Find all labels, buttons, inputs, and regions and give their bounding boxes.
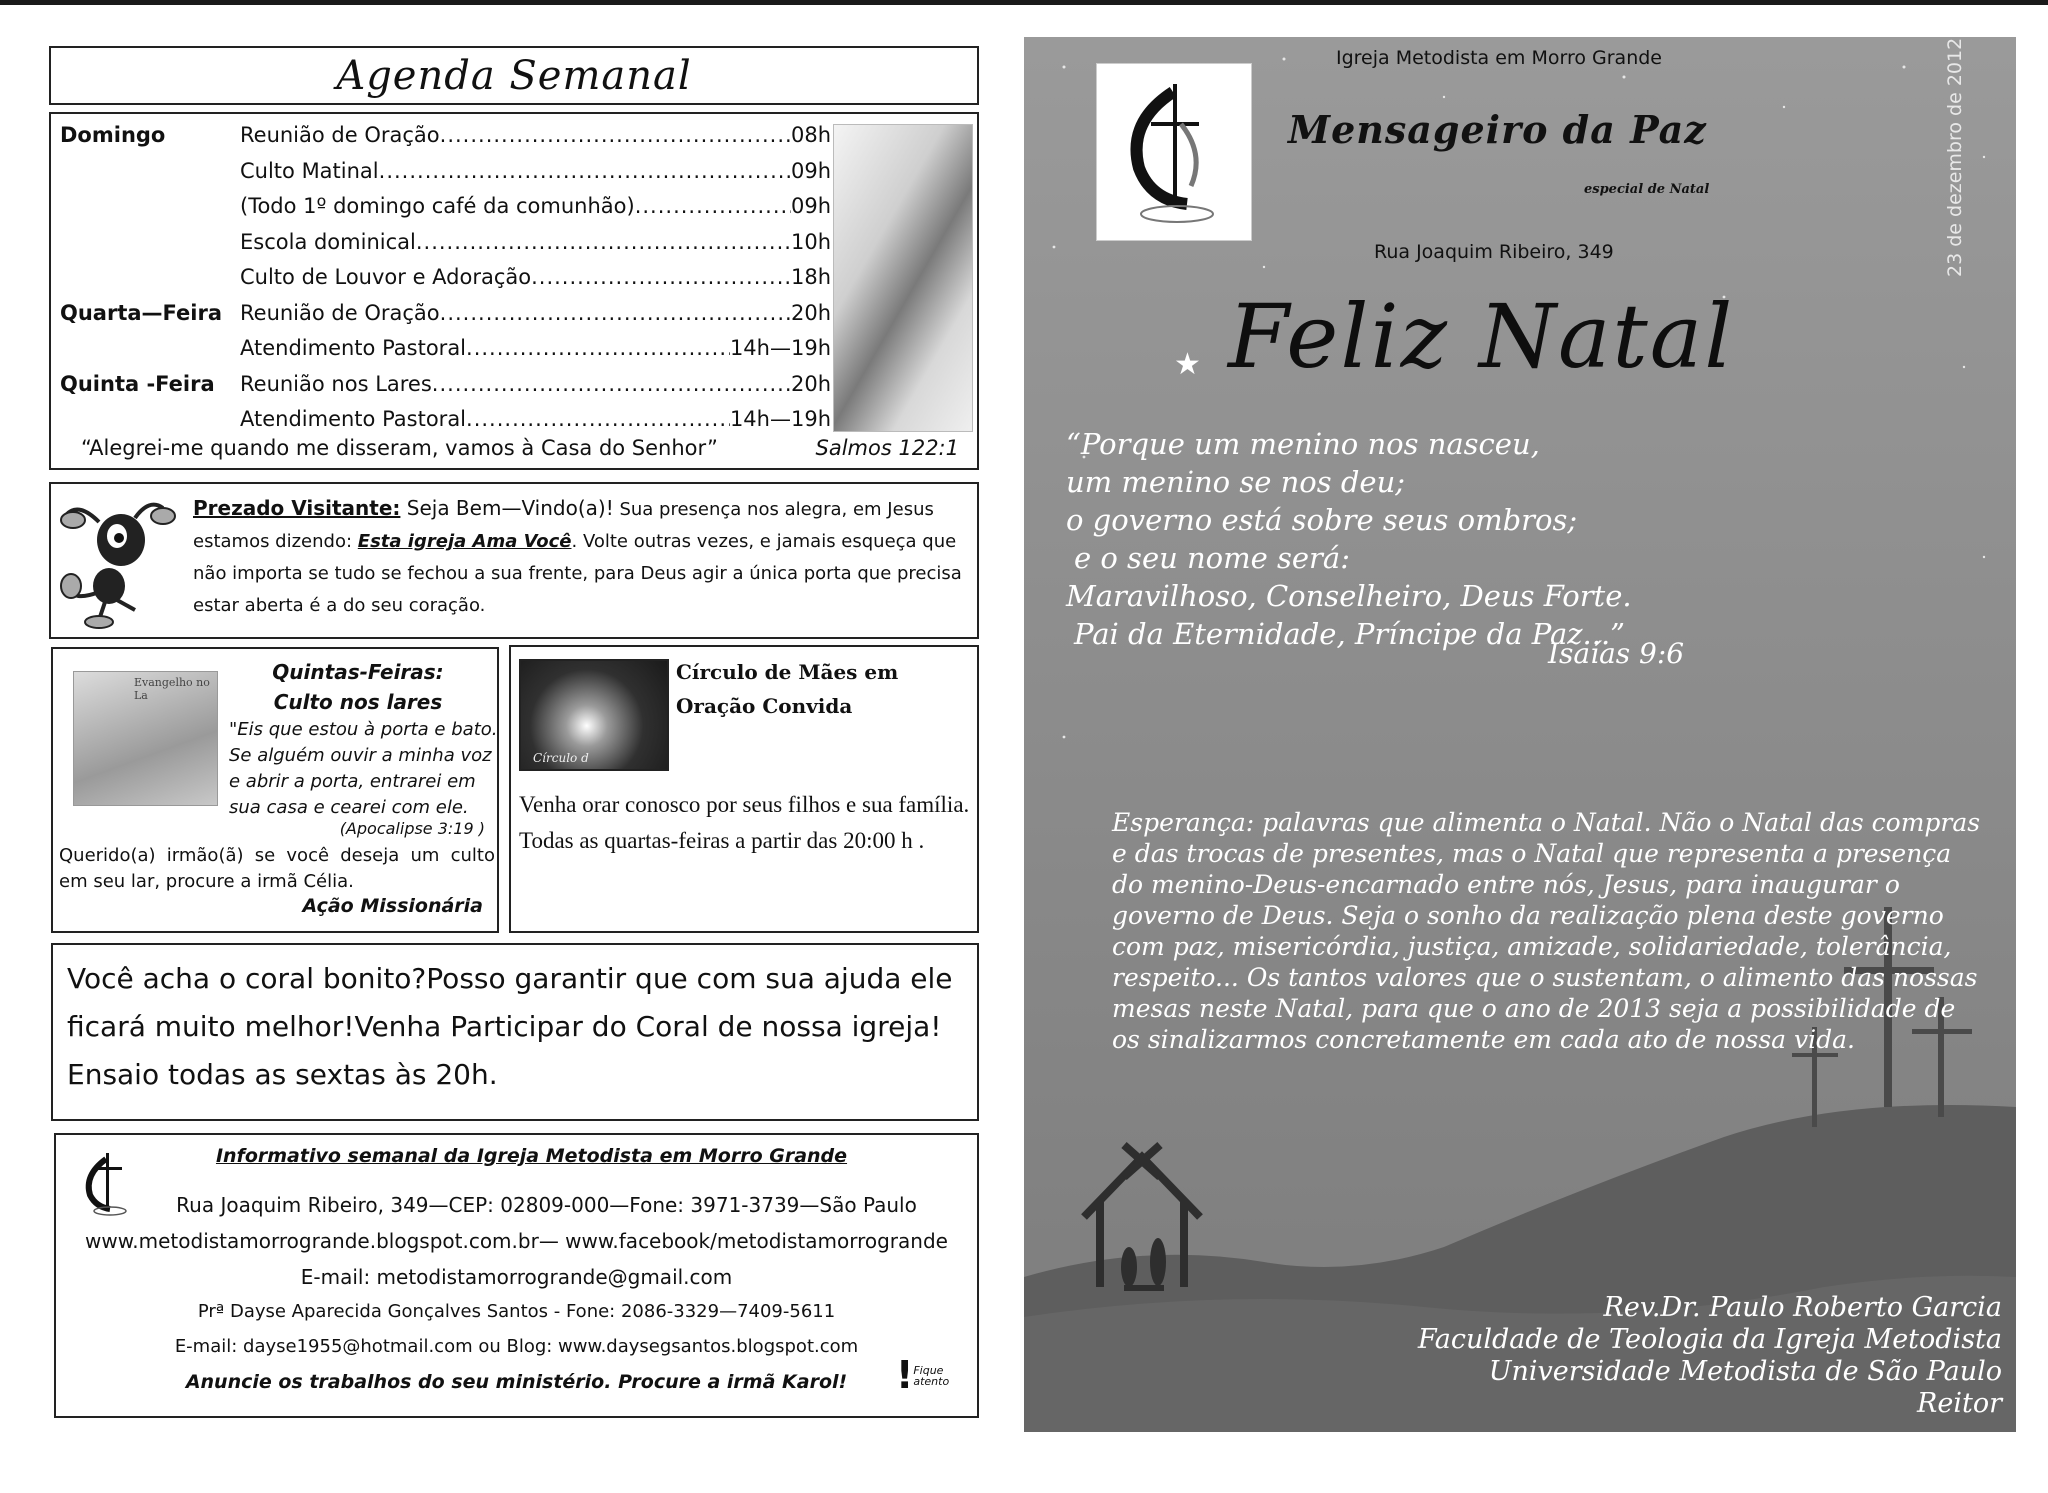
author-role: Reitor [1917, 1388, 2002, 1419]
agenda-event [240, 118, 831, 153]
agenda-row [51, 225, 831, 260]
visitante-text [193, 492, 973, 622]
agenda-day: Quarta—Feira [60, 300, 223, 325]
agenda-time: 18h [790, 265, 831, 289]
masthead-title: Mensageiro da Paz [1288, 107, 1707, 152]
agenda-event-name: Atendimento Pastoral [240, 407, 467, 431]
agenda-event-name: (Todo 1º domingo café da comunhão) [240, 194, 635, 218]
leader-dots [440, 118, 791, 153]
agenda-time: 10h [790, 229, 831, 254]
visitante-text-part1: Sua presença nos alegra, em Jesus estamos dizendo: [193, 499, 934, 552]
agenda-row [51, 367, 831, 402]
verse-ref: Isaías 9:6 [1548, 637, 1685, 670]
agenda-day: Domingo [60, 123, 166, 147]
methodist-cross-flame-icon [1097, 64, 1253, 242]
info-announce: Anuncie os trabalhos do seu ministério. Procure a irmã Karol! [185, 1371, 848, 1393]
ant-mascot-icon [59, 492, 179, 632]
agenda-row [51, 118, 831, 153]
circulo-box [509, 645, 979, 933]
info-pastor: Prª Dayse Aparecida Gonçalves Santos - Fone: 2086-3329—7409-5611 [197, 1301, 836, 1322]
quintas-body: Querido(a) irmão(ã) se você deseja um culto em seu lar, procure a irmã Célia. [59, 845, 495, 892]
church-name: Igreja Metodista em Morro Grande [1336, 47, 1662, 69]
agenda-time: 14h—19h [729, 336, 831, 360]
warn-caption: Fique atento [913, 1364, 950, 1388]
agenda-time: 14h—19h [729, 407, 831, 431]
agenda-row [51, 154, 831, 189]
verse-line: o governo está sobre seus ombros; [1066, 503, 1578, 537]
jesus-at-door-image [73, 671, 218, 806]
agenda-row [51, 296, 831, 331]
cover-address: Rua Joaquim Ribeiro, 349 [1374, 241, 1614, 263]
info-address: Rua Joaquim Ribeiro, 349—CEP: 02809-000—Fone: 3971-3739—São Paulo [176, 1193, 917, 1217]
star-icon: ★ [1174, 347, 1201, 382]
quintas-title-line2: Culto nos lares [273, 690, 443, 714]
agenda-event [240, 331, 831, 366]
agenda-row [51, 402, 831, 437]
leader-dots [531, 260, 791, 295]
methodist-logo [1096, 63, 1252, 241]
verse-line: Pai da Eternidade, Príncipe da Paz...” [1074, 617, 1625, 651]
agenda-title: Agenda Semanal [336, 52, 692, 99]
verse-line: Maravilhoso, Conselheiro, Deus Forte. [1066, 579, 1632, 613]
quintas-box [51, 647, 499, 933]
visitante-box [49, 482, 979, 639]
leader-dots [440, 296, 791, 331]
exclamation-icon: ! Fique atento [896, 1355, 956, 1405]
author-block [1418, 1292, 2002, 1420]
agenda-time: 20h [790, 371, 831, 396]
author-university: Universidade Metodista de São Paulo [1488, 1356, 2002, 1387]
agenda-title-box [49, 46, 979, 105]
verse-line: “Porque um menino nos nasceu, [1066, 427, 1540, 461]
writing-hand-photo [833, 124, 973, 432]
info-box [54, 1133, 979, 1418]
visitante-welcome: Seja Bem—Vindo(a)! [400, 496, 614, 520]
verse-line: um menino se nos deu; [1066, 465, 1406, 499]
agenda-event-name: Culto de Louvor e Adoração [240, 265, 532, 289]
coral-box [51, 943, 979, 1121]
agenda-event [240, 225, 831, 260]
top-border [0, 0, 2048, 5]
agenda-quote: “Alegrei-me quando me disseram, vamos à Casa do Senhor” [81, 436, 718, 460]
info-web[interactable]: www.metodistamorrogrande.blogspot.com.br— www.facebook/metodistamorrogrande [85, 1229, 948, 1253]
agenda-event [240, 367, 831, 402]
agenda-time: 20h [790, 300, 831, 325]
masthead-subtitle: especial de Natal [1584, 182, 1710, 197]
agenda-event [240, 296, 831, 331]
coral-text: Você acha o coral bonito?Posso garantir que com sua ajuda ele ficará muito melhor!Venha Participar do Coral de nossa igreja! Ensaio todas as sextas às 20h. [67, 962, 953, 1091]
agenda-time: 09h [790, 158, 831, 183]
leader-dots [466, 402, 730, 437]
agenda-event-name: Atendimento Pastoral [240, 336, 467, 360]
quintas-signature: Ação Missionária [302, 895, 483, 917]
agenda-event [240, 402, 831, 437]
visitante-emphasis: Esta igreja Ama Você [357, 531, 572, 552]
info-title: Informativo semanal da Igreja Metodista em Morro Grande [215, 1145, 848, 1167]
leader-dots [466, 331, 730, 366]
quintas-title [223, 657, 493, 717]
agenda-event [240, 189, 831, 224]
agenda-event-name: Culto Matinal [240, 158, 379, 183]
verse-line: e o seu nome será: [1074, 541, 1350, 575]
agenda-box [49, 112, 979, 470]
agenda-row [51, 189, 831, 224]
headline: Feliz Natal [1228, 285, 1735, 388]
circulo-title: Círculo de Mães em Oração Convida [676, 660, 899, 718]
agenda-event-name: Reunião nos Lares [240, 371, 432, 396]
agenda-event [240, 260, 831, 295]
christmas-message: Esperança: palavras que alimenta o Natal. Não o Natal das compras e das trocas de presentes, mas o Natal que representa a presença do menino-Deus-encarnado entre nós, Jesus, para inaugurar o governo de Deus. Seja o sonho da realização plena deste governo com paz, misericórdia, justiça, amizade, solidariedade, tolerância, respeito... Os tantos valores que o sustentam, o alimento das nossas mesas neste Natal, para que o ano de 2013 seja a possibilidade de os sinalizarmos concretamente em cada ato de nossa vida. [1112, 808, 1981, 1054]
visitante-text-part2: . Volte outras vezes, e jamais esqueça que não importa se tudo se fechou a sua frente, para Deus agir a única porta que precisa estar aberta é a do seu coração. [193, 531, 962, 616]
agenda-event-name: Escola dominical [240, 229, 416, 254]
circulo-image-caption: Círculo d [533, 751, 589, 765]
agenda-day: Quinta -Feira [60, 371, 215, 396]
quintas-quote-ref: (Apocalipse 3:19 ) [339, 819, 485, 838]
leader-dots [432, 367, 791, 402]
quintas-title-line1: Quintas-Feiras: [272, 660, 444, 684]
agenda-time: 09h [790, 194, 831, 218]
agenda-time: 08h [790, 123, 831, 147]
agenda-row [51, 260, 831, 295]
info-pastor-contact[interactable]: E-mail: dayse1955@hotmail.com ou Blog: www.daysegsantos.blogspot.com [174, 1336, 859, 1357]
author-institution: Faculdade de Teologia da Igreja Metodista [1417, 1324, 2002, 1355]
leader-dots [416, 225, 791, 260]
agenda-event [240, 154, 831, 189]
author-name: Rev.Dr. Paulo Roberto Garcia [1603, 1292, 2002, 1323]
jesus-image-caption: Evangelho no La [134, 676, 210, 702]
quintas-quote: "Eis que estou à porta e bato. Se alguém ouvir a minha voz e abrir a porta, entrarei em sua casa e cearei com ele. [229, 719, 498, 818]
leader-dots [635, 189, 791, 224]
agenda-quote-ref: Salmos 122:1 [815, 436, 959, 460]
cover-date: 23 de dezembro de 2012 [1944, 37, 1966, 277]
info-email[interactable]: E-mail: metodistamorrogrande@gmail.com [300, 1265, 733, 1289]
agenda-row [51, 331, 831, 366]
leader-dots [379, 154, 791, 189]
visitante-heading: Prezado Visitante: [193, 496, 401, 520]
circulo-body: Venha orar conosco por seus filhos e sua família. Todas as quartas-feiras a partir das 20:00 h . [519, 792, 970, 853]
praying-mother-image [519, 659, 669, 771]
agenda-event-name: Reunião de Oração [240, 123, 440, 147]
cover-panel [1024, 37, 2016, 1432]
agenda-event-name: Reunião de Oração [240, 300, 440, 325]
